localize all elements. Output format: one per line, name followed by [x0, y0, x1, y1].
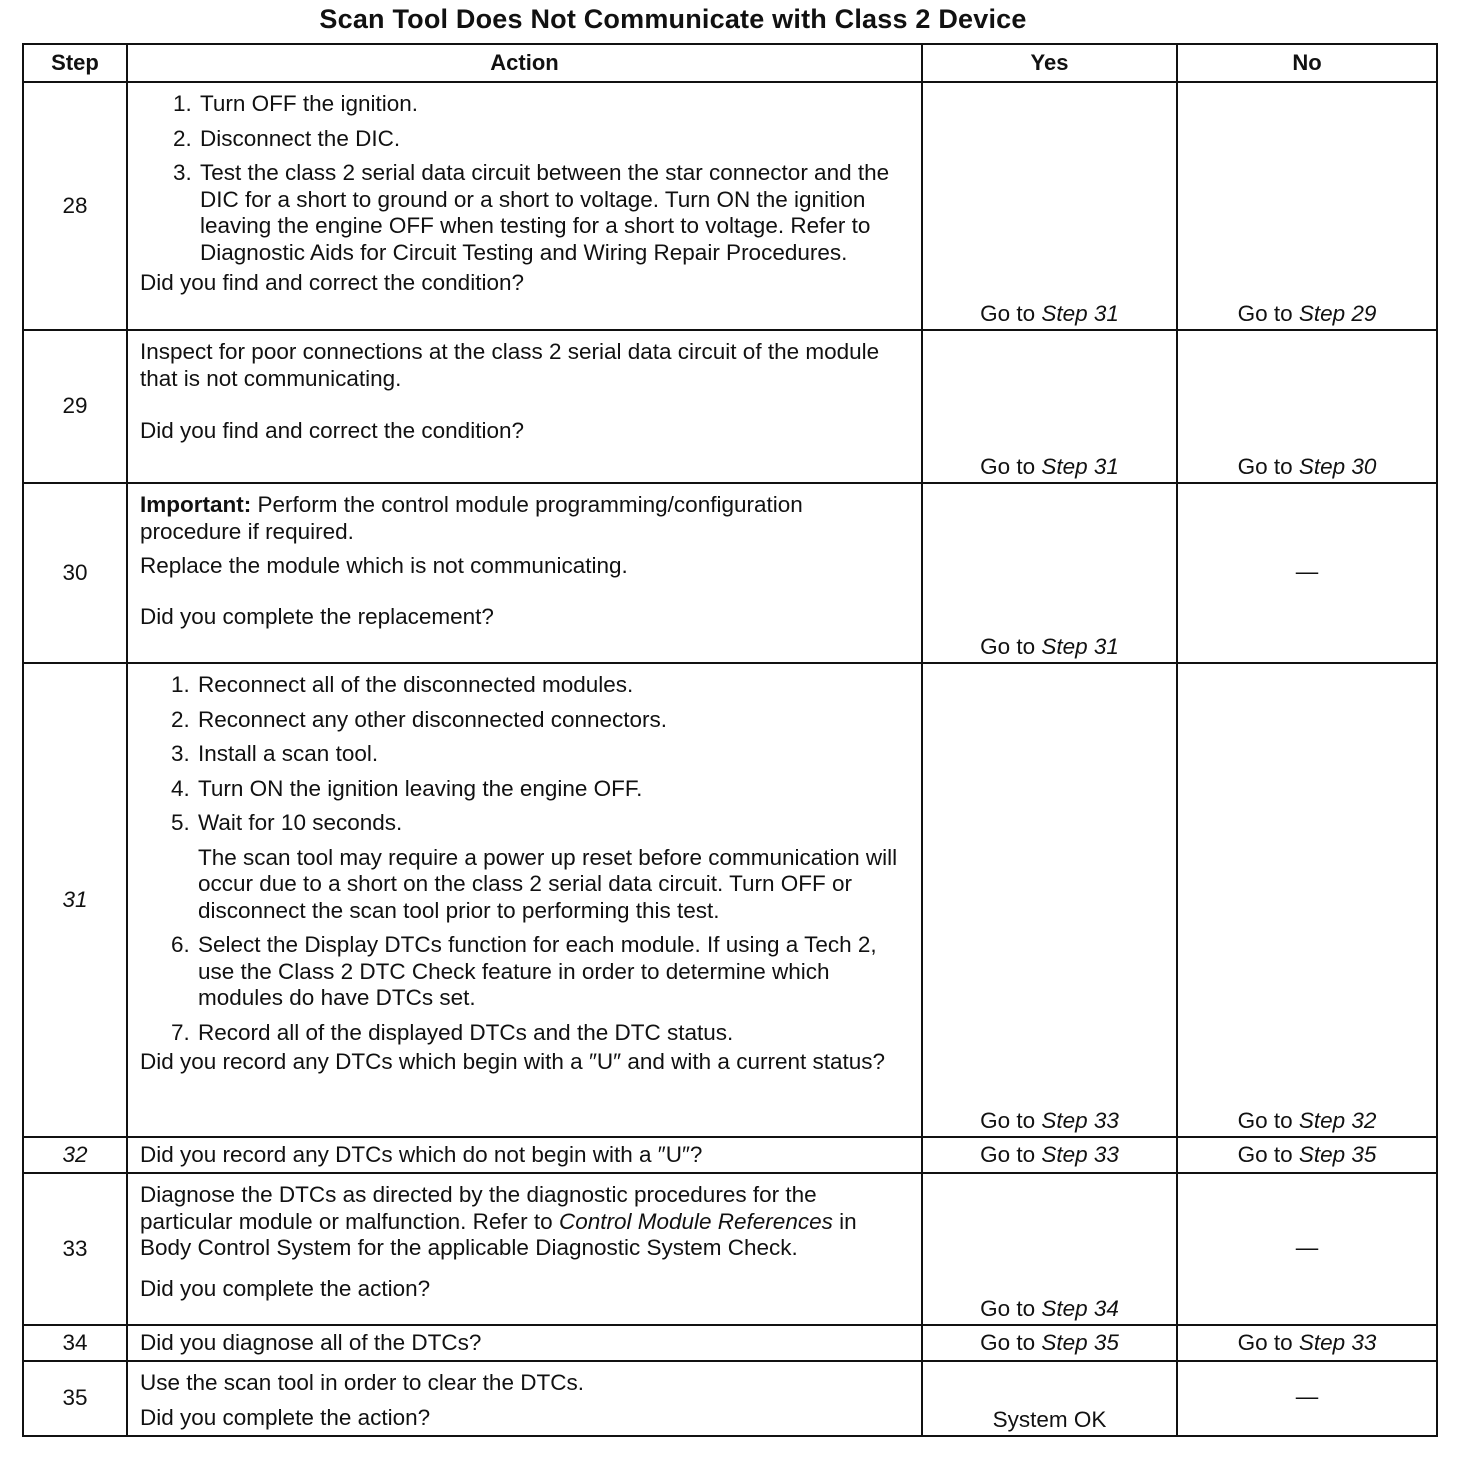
reference-link[interactable]: Control Module References: [558, 1208, 833, 1234]
step-number: 35: [23, 1361, 127, 1436]
step-number: 31: [23, 663, 127, 1137]
action-list: [140, 672, 909, 837]
yes-prefix: Go to: [980, 300, 1042, 326]
question-text: Did you record any DTCs which begin with a ″U″ and with a current status?: [140, 1049, 886, 1074]
question-text: Did you complete the action?: [140, 1404, 431, 1430]
no-cell: —: [1177, 1173, 1437, 1325]
action-cell: [127, 483, 922, 663]
action-text: [140, 1182, 909, 1262]
table-row: [23, 82, 1437, 330]
step-number: 28: [23, 82, 127, 330]
yes-prefix: Go to: [980, 1295, 1042, 1321]
question-text: Did you record any DTCs which do not begin with a ″U″?: [140, 1141, 703, 1167]
table-row: [23, 1137, 1437, 1173]
list-item: 6. Select the Display DTCs function for each module. If using a Tech 2, use the Class 2 DTC Check feature in order to determine which modules do have DTCs set.: [196, 932, 909, 1012]
yes-cell: [922, 483, 1177, 663]
step-note: The scan tool may require a power up reset before communication will occur due to a short on the class 2 serial data circuit. Turn OFF or disconnect the scan tool prior to performing this test.: [198, 844, 898, 923]
no-step-link[interactable]: Step 29: [1298, 300, 1377, 326]
question-text: Did you find and correct the condition?: [140, 270, 524, 295]
yes-cell: [922, 1173, 1177, 1325]
list-item: 4. Turn ON the ignition leaving the engine OFF.: [196, 776, 909, 803]
no-step-link[interactable]: Step 32: [1298, 1107, 1377, 1133]
table-row: [23, 1173, 1437, 1325]
step-number: 33: [23, 1173, 127, 1325]
action-cell: [127, 1325, 922, 1361]
yes-cell: [922, 1137, 1177, 1173]
action-cell: [127, 82, 922, 330]
yes-step-link[interactable]: Step 31: [1041, 300, 1119, 326]
table-row: [23, 483, 1437, 663]
yes-cell: [922, 663, 1177, 1137]
no-cell: [1177, 1325, 1437, 1361]
yes-step-link[interactable]: Step 35: [1041, 1329, 1119, 1355]
list-item: 7. Record all of the displayed DTCs and the DTC status.: [196, 1020, 909, 1047]
yes-cell: [922, 1325, 1177, 1361]
list-item: 5. Wait for 10 seconds.: [196, 810, 909, 837]
yes-step-link[interactable]: Step 31: [1041, 453, 1119, 479]
yes-prefix: Go to: [980, 1141, 1042, 1167]
action-cell: [127, 663, 922, 1137]
table-row: [23, 1361, 1437, 1436]
yes-prefix: Go to: [980, 1107, 1042, 1133]
header-row: [23, 44, 1437, 82]
no-cell: —: [1177, 483, 1437, 663]
no-cell: [1177, 1137, 1437, 1173]
header-no: No: [1177, 44, 1437, 82]
step-number: 32: [23, 1137, 127, 1173]
question-text: Did you find and correct the condition?: [140, 418, 524, 443]
action-list: [140, 932, 909, 1046]
table-row: [23, 1325, 1437, 1361]
yes-cell: [922, 330, 1177, 483]
list-item: 3. Test the class 2 serial data circuit between the star connector and the DIC for a short to ground or a short to voltage. Turn ON the ignition leaving the engine OFF when testing for a short to voltage. Refer to Diagnostic Aids for Circuit Testing and Wiring Repair Procedures.: [198, 160, 909, 266]
action-text: Inspect for poor connections at the class 2 serial data circuit of the module that is not communicating.: [140, 339, 880, 391]
action-cell: [127, 330, 922, 483]
no-step-link[interactable]: Step 30: [1298, 453, 1377, 479]
header-yes: Yes: [922, 44, 1177, 82]
no-cell: [1177, 82, 1437, 330]
no-cell: [1177, 330, 1437, 483]
header-action: Action: [127, 44, 922, 82]
yes-prefix: Go to: [980, 633, 1042, 659]
yes-step-link[interactable]: Step 33: [1041, 1141, 1119, 1167]
step-number: 29: [23, 330, 127, 483]
action-text: Use the scan tool in order to clear the DTCs.: [140, 1370, 584, 1395]
table-row: [23, 663, 1437, 1137]
step-number: 34: [23, 1325, 127, 1361]
action-cell: [127, 1361, 922, 1436]
yes-cell: [922, 82, 1177, 330]
yes-prefix: Go to: [980, 1329, 1042, 1355]
list-item: 2. Reconnect any other disconnected connectors.: [196, 707, 909, 734]
yes-step-link[interactable]: Step 31: [1041, 633, 1119, 659]
no-cell: [1177, 663, 1437, 1137]
list-item: 3. Install a scan tool.: [196, 741, 909, 768]
yes-cell: System OK: [922, 1361, 1177, 1436]
important-text: Perform the control module programming/configuration procedure if required.: [140, 492, 803, 544]
table-row: [23, 330, 1437, 483]
question-text: Did you complete the replacement?: [140, 603, 494, 629]
diagnostic-table: [22, 43, 1438, 1437]
header-step: Step: [23, 44, 127, 82]
action-text: Replace the module which is not communicating.: [140, 553, 628, 578]
no-step-link[interactable]: Step 33: [1298, 1329, 1377, 1355]
action-cell: [127, 1137, 922, 1173]
no-step-link[interactable]: Step 35: [1298, 1141, 1377, 1167]
list-item: 2. Disconnect the DIC.: [198, 126, 909, 153]
action-text-part: Diagnose the DTCs as directed by the diagnostic procedures for the particular module or malfunction. Refer to: [140, 1182, 817, 1234]
important-note: [140, 492, 909, 545]
list-item: 1. Reconnect all of the disconnected modules.: [196, 672, 909, 699]
page-title: Scan Tool Does Not Communicate with Class 2 Device: [319, 4, 1027, 34]
no-prefix: Go to: [1237, 1141, 1299, 1167]
question-text: Did you diagnose all of the DTCs?: [140, 1329, 482, 1355]
list-item: 1. Turn OFF the ignition.: [198, 91, 909, 118]
action-cell: [127, 1173, 922, 1325]
important-label: Important:: [140, 492, 252, 517]
no-prefix: Go to: [1237, 300, 1299, 326]
yes-step-link[interactable]: Step 34: [1041, 1295, 1119, 1321]
no-prefix: Go to: [1237, 1329, 1299, 1355]
no-prefix: Go to: [1237, 1107, 1299, 1133]
yes-prefix: Go to: [980, 453, 1042, 479]
question-text: Did you complete the action?: [140, 1275, 431, 1301]
action-list: [140, 91, 909, 266]
no-cell: —: [1177, 1361, 1437, 1436]
no-prefix: Go to: [1237, 453, 1299, 479]
step-number: 30: [23, 483, 127, 663]
yes-step-link[interactable]: Step 33: [1041, 1107, 1119, 1133]
action-text-part: in Body Control System for the applicable Diagnostic System Check.: [140, 1208, 857, 1260]
